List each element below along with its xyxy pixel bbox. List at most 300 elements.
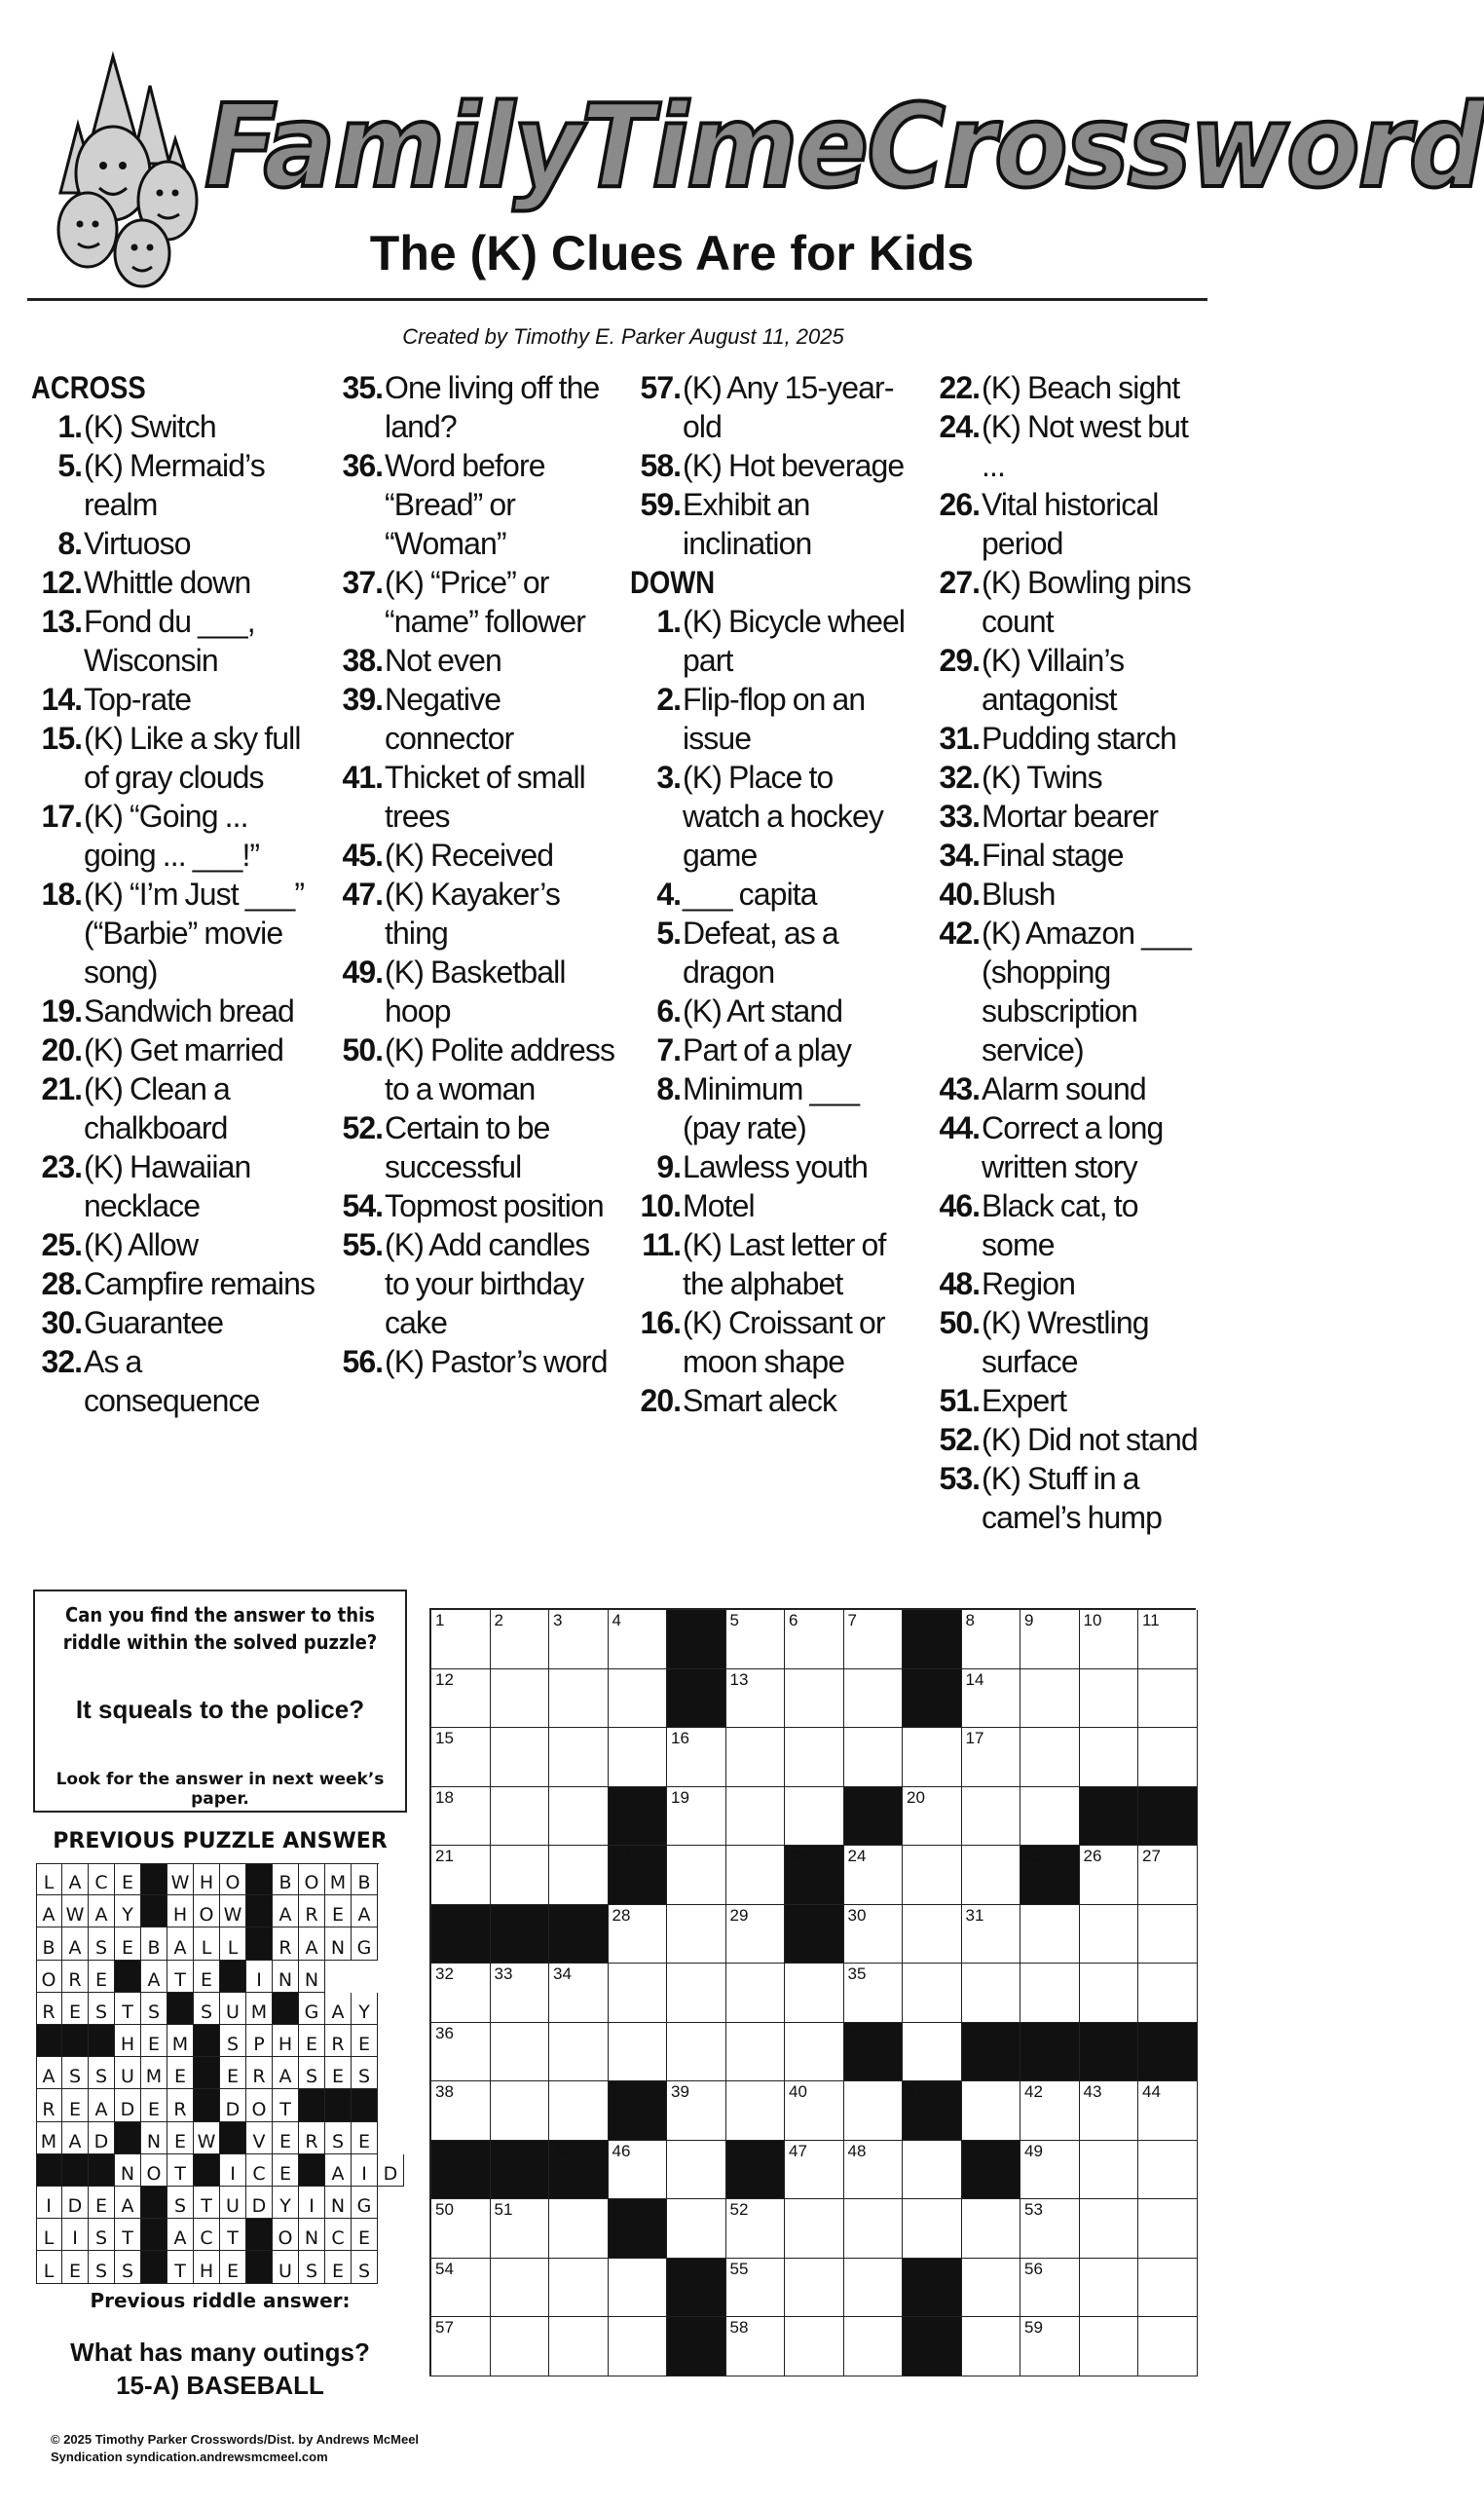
answer-letter: S xyxy=(173,2195,187,2218)
grid-cell[interactable] xyxy=(1080,2081,1139,2141)
grid-cell[interactable] xyxy=(667,1846,726,1905)
across-clue xyxy=(630,446,914,485)
clue-text: Exhibit an inclination xyxy=(683,487,812,561)
grid-cell[interactable] xyxy=(785,2259,844,2318)
grid-cell[interactable] xyxy=(667,1787,726,1847)
clue-number: 46. xyxy=(939,1188,980,1223)
grid-cell[interactable] xyxy=(431,1669,491,1729)
grid-cell[interactable] xyxy=(609,2259,668,2318)
answer-letter: R xyxy=(278,1936,292,1959)
across-clue xyxy=(332,1108,616,1186)
answer-letter: A xyxy=(278,2066,292,2088)
grid-cell[interactable] xyxy=(1080,1846,1139,1905)
grid-cell[interactable] xyxy=(903,2023,962,2082)
down-clue xyxy=(630,875,914,914)
cell-number: 45 xyxy=(553,2141,572,2160)
answer-letter: M xyxy=(250,2001,268,2023)
grid-cell[interactable] xyxy=(1020,1905,1080,1964)
down-clue xyxy=(929,1186,1213,1264)
across-clue xyxy=(332,680,616,758)
grid-cell[interactable] xyxy=(491,1669,550,1729)
grid-cell[interactable] xyxy=(962,1787,1021,1847)
grid-cell[interactable] xyxy=(785,1669,844,1729)
grid-cell[interactable] xyxy=(726,2081,786,2141)
cell-number: 50 xyxy=(435,2200,454,2219)
across-clue xyxy=(31,719,315,797)
grid-cell[interactable] xyxy=(785,2023,844,2082)
clue-number: 24. xyxy=(939,409,980,444)
grid-cell[interactable] xyxy=(491,2081,550,2141)
grid-cell[interactable] xyxy=(609,2141,668,2200)
cell-number: 9 xyxy=(1024,1611,1034,1629)
black-square xyxy=(726,2141,786,2200)
across-clue xyxy=(332,368,616,446)
grid-cell[interactable] xyxy=(549,2259,609,2318)
clue-number: 13. xyxy=(41,604,82,639)
grid-cell[interactable] xyxy=(549,1610,609,1669)
grid-cell[interactable] xyxy=(726,2317,786,2376)
clue-number: 32. xyxy=(41,1344,82,1379)
grid-cell[interactable] xyxy=(785,2081,844,2141)
grid-cell[interactable] xyxy=(667,2081,726,2141)
grid-cell[interactable] xyxy=(549,1728,609,1787)
clue-number: 22. xyxy=(939,370,980,405)
cell-number: 37 xyxy=(847,2023,867,2042)
grid-cell[interactable] xyxy=(726,1846,786,1905)
grid-cell[interactable] xyxy=(726,1669,786,1729)
grid-cell[interactable] xyxy=(1020,2259,1080,2318)
clue-text: Negative connector xyxy=(385,682,514,756)
grid-cell[interactable] xyxy=(726,1964,786,2023)
answer-letter: U xyxy=(226,2001,240,2023)
grid-cell[interactable] xyxy=(903,1846,962,1905)
answer-letter: N xyxy=(304,2227,319,2250)
clue-number: 1. xyxy=(57,409,82,444)
cell-number: 19 xyxy=(671,1787,689,1807)
grid-cell[interactable] xyxy=(1138,2317,1198,2376)
clue-text: (K) Mermaid’s realm xyxy=(84,448,265,522)
grid-cell[interactable] xyxy=(491,2317,550,2376)
grid-cell[interactable] xyxy=(844,1728,904,1787)
grid-cell[interactable] xyxy=(785,1787,844,1847)
grid-cell[interactable] xyxy=(962,1846,1021,1905)
grid-cell[interactable] xyxy=(1020,1728,1080,1787)
clue-text: Part of a play xyxy=(683,1032,851,1067)
down-clue xyxy=(630,992,914,1030)
answer-letter: R xyxy=(42,2098,56,2120)
cell-number: 23 xyxy=(789,1847,807,1865)
clue-text: Blush xyxy=(982,877,1056,912)
answer-letter: C xyxy=(94,1872,108,1894)
grid-cell[interactable] xyxy=(726,2259,786,2318)
grid-cell[interactable] xyxy=(726,2199,786,2259)
clue-text: Mortar bearer xyxy=(982,799,1159,834)
grid-cell[interactable] xyxy=(1138,2081,1198,2141)
grid-cell[interactable] xyxy=(431,1728,491,1787)
grid-cell[interactable] xyxy=(667,2141,726,2200)
answer-letter: D xyxy=(67,2195,83,2218)
grid-cell[interactable] xyxy=(1080,1905,1139,1964)
grid-cell[interactable] xyxy=(962,2317,1021,2376)
black-square xyxy=(962,2141,1021,2200)
grid-cell[interactable] xyxy=(491,2259,550,2318)
grid-cell[interactable] xyxy=(903,1905,962,1964)
cell-number: 41 xyxy=(907,2082,925,2101)
clue-text: (K) Bicycle wheel part xyxy=(683,604,906,678)
grid-cell[interactable] xyxy=(1138,1728,1198,1787)
grid-cell[interactable] xyxy=(1080,1964,1139,2023)
grid-cell[interactable] xyxy=(1080,2141,1139,2200)
grid-cell[interactable] xyxy=(431,1846,491,1905)
grid-cell[interactable] xyxy=(1138,1846,1198,1905)
answer-letter: Y xyxy=(279,2195,291,2218)
grid-cell[interactable] xyxy=(1080,1669,1139,1729)
grid-cell[interactable] xyxy=(844,1669,904,1729)
grid-cell[interactable] xyxy=(609,1610,668,1669)
clue-number: 42. xyxy=(939,916,980,951)
answer-letter: L xyxy=(201,1936,212,1959)
answer-letter: E xyxy=(68,2260,81,2282)
clue-text: (K) Last letter of the alphabet xyxy=(683,1227,886,1301)
down-clue xyxy=(929,1264,1213,1303)
answer-letter: A xyxy=(68,2130,82,2152)
grid-cell[interactable] xyxy=(491,2199,550,2259)
grid-cell[interactable] xyxy=(491,2023,550,2082)
answer-letter: W xyxy=(197,2130,216,2152)
answer-letter: P xyxy=(253,2034,265,2056)
grid-cell[interactable] xyxy=(549,2199,609,2259)
grid-cell[interactable] xyxy=(491,1787,550,1847)
clue-text: Guarantee xyxy=(84,1305,224,1340)
clue-number: 14. xyxy=(41,682,82,717)
down-clue xyxy=(929,1459,1213,1537)
grid-cell[interactable] xyxy=(1138,2141,1198,2200)
clue-column-4 xyxy=(929,368,1213,1537)
clue-text: Whittle down xyxy=(84,565,251,600)
cell-number: 36 xyxy=(435,2023,454,2042)
clue-text: Black cat, to some xyxy=(982,1188,1138,1262)
copyright-notice: © 2025 Timothy Parker Crosswords/Dist. by Andrews McMeel Syndication syndication.andrewsmcmeel.com xyxy=(51,2432,420,2464)
grid-cell[interactable] xyxy=(1080,2259,1139,2318)
cell-number: 47 xyxy=(789,2141,807,2160)
grid-cell[interactable] xyxy=(549,1964,609,2023)
clue-number: 6. xyxy=(656,993,681,1029)
clue-text: Pudding starch xyxy=(982,721,1176,756)
clue-number: 20. xyxy=(41,1032,82,1067)
clue-number: 43. xyxy=(939,1071,980,1106)
grid-cell[interactable] xyxy=(609,2317,668,2376)
grid-cell[interactable] xyxy=(785,2199,844,2259)
clue-number: 38. xyxy=(342,643,383,678)
answer-letter: M xyxy=(329,1872,347,1894)
grid-cell[interactable] xyxy=(431,2081,491,2141)
grid-cell[interactable] xyxy=(844,1905,904,1964)
clue-number: 34. xyxy=(939,838,980,873)
grid-cell[interactable] xyxy=(667,1964,726,2023)
cell-number: 48 xyxy=(847,2141,867,2160)
grid-cell[interactable] xyxy=(1020,2317,1080,2376)
clue-text: (K) Not west but ... xyxy=(982,409,1189,483)
answer-letter: G xyxy=(304,2001,319,2023)
clue-text: Vital historical period xyxy=(982,487,1159,561)
grid-cell[interactable] xyxy=(726,1610,786,1669)
grid-cell[interactable] xyxy=(667,1905,726,1964)
grid-cell[interactable] xyxy=(1080,1610,1139,1669)
grid-cell[interactable] xyxy=(844,2317,904,2376)
grid-cell[interactable] xyxy=(726,1728,786,1787)
answer-letter: B xyxy=(278,1872,292,1894)
answer-letter: L xyxy=(43,2260,55,2282)
cell-number: 24 xyxy=(847,1847,867,1865)
clue-number: 8. xyxy=(57,526,82,561)
grid-cell[interactable] xyxy=(962,1964,1021,2023)
grid-cell[interactable] xyxy=(549,2317,609,2376)
grid-cell[interactable] xyxy=(491,1610,550,1669)
clue-number: 44. xyxy=(939,1110,980,1145)
answer-letter: S xyxy=(94,2260,108,2282)
across-clue xyxy=(332,836,616,875)
black-square xyxy=(1138,2023,1198,2082)
grid-cell[interactable] xyxy=(962,2081,1021,2141)
grid-cell[interactable] xyxy=(844,1610,904,1669)
black-square xyxy=(549,2141,609,2200)
grid-cell[interactable] xyxy=(785,2141,844,2200)
grid-cell[interactable] xyxy=(431,2317,491,2376)
grid-cell[interactable] xyxy=(549,1787,609,1847)
clue-text: Alarm sound xyxy=(982,1071,1146,1106)
clue-number: 32. xyxy=(939,760,980,795)
grid-cell[interactable] xyxy=(549,2023,609,2082)
grid-cell[interactable] xyxy=(431,2259,491,2318)
cell-number: 21 xyxy=(435,1847,454,1865)
grid-cell[interactable] xyxy=(549,1846,609,1905)
clue-number: 48. xyxy=(939,1266,980,1301)
across-clue xyxy=(630,368,914,446)
grid-cell[interactable] xyxy=(549,2081,609,2141)
grid-cell[interactable] xyxy=(491,1846,550,1905)
grid-cell[interactable] xyxy=(726,2023,786,2082)
grid-cell[interactable] xyxy=(1080,2199,1139,2259)
clue-text: (K) Get married xyxy=(84,1032,283,1067)
grid-cell[interactable] xyxy=(431,2023,491,2082)
answer-letter: A xyxy=(68,1872,82,1894)
grid-cell[interactable] xyxy=(1080,1728,1139,1787)
across-clue xyxy=(31,563,315,602)
clue-number: 4. xyxy=(656,877,681,912)
clue-number: 45. xyxy=(342,838,383,873)
down-clue xyxy=(929,1069,1213,1108)
clue-number: 20. xyxy=(640,1383,681,1418)
grid-cell[interactable] xyxy=(903,1728,962,1787)
down-clue xyxy=(630,1381,914,1420)
black-square xyxy=(844,1787,904,1847)
grid-cell[interactable] xyxy=(726,1787,786,1847)
answer-letter: E xyxy=(357,2227,370,2250)
across-clue xyxy=(31,1264,315,1303)
cell-number: 56 xyxy=(1024,2259,1043,2278)
answer-letter: S xyxy=(357,2260,371,2282)
grid-cell[interactable] xyxy=(962,2199,1021,2259)
answer-letter: R xyxy=(42,2001,56,2023)
grid-cell[interactable] xyxy=(903,2141,962,2200)
grid-cell[interactable] xyxy=(1020,2081,1080,2141)
answer-letter: O xyxy=(41,1968,56,1991)
answer-letter: H xyxy=(120,2034,135,2056)
grid-cell[interactable] xyxy=(844,2259,904,2318)
grid-cell[interactable] xyxy=(431,1964,491,2023)
grid-cell[interactable] xyxy=(667,2199,726,2259)
grid-cell[interactable] xyxy=(844,2081,904,2141)
answer-letter: W xyxy=(65,1904,85,1927)
grid-cell[interactable] xyxy=(844,1846,904,1905)
clue-number: 17. xyxy=(41,799,82,834)
grid-cell[interactable] xyxy=(785,2317,844,2376)
cell-number: 59 xyxy=(1024,2318,1043,2337)
answer-letter: B xyxy=(42,1936,56,1959)
grid-cell[interactable] xyxy=(1080,2317,1139,2376)
answer-letter: S xyxy=(147,2001,161,2023)
grid-cell[interactable] xyxy=(431,2199,491,2259)
grid-cell[interactable] xyxy=(844,2199,904,2259)
grid-cell[interactable] xyxy=(1020,1787,1080,1847)
clue-text: (K) “Going ... going ... ___!” xyxy=(84,799,260,873)
grid-cell[interactable] xyxy=(609,1728,668,1787)
grid-cell[interactable] xyxy=(785,1964,844,2023)
grid-cell[interactable] xyxy=(1138,1905,1198,1964)
clue-text: Not even xyxy=(385,643,501,678)
grid-cell[interactable] xyxy=(785,1610,844,1669)
clue-number: 58. xyxy=(640,448,681,483)
grid-cell[interactable] xyxy=(903,1964,962,2023)
down-clue xyxy=(929,1420,1213,1459)
grid-cell[interactable] xyxy=(1020,1610,1080,1669)
down-clue xyxy=(630,1069,914,1147)
grid-cell[interactable] xyxy=(785,1728,844,1787)
grid-cell[interactable] xyxy=(1020,1964,1080,2023)
black-square xyxy=(609,1846,668,1905)
cell-number: 28 xyxy=(612,1905,631,1925)
grid-cell[interactable] xyxy=(1020,2199,1080,2259)
grid-cell[interactable] xyxy=(609,2023,668,2082)
cell-number: 2 xyxy=(494,1611,503,1629)
answer-letter: E xyxy=(357,2130,370,2152)
clue-number: 59. xyxy=(640,487,681,522)
grid-cell[interactable] xyxy=(491,1728,550,1787)
clue-text: Certain to be successful xyxy=(385,1110,550,1184)
across-clue xyxy=(31,992,315,1030)
down-clue xyxy=(929,1303,1213,1381)
grid-cell[interactable] xyxy=(1138,2199,1198,2259)
riddle-note: Look for the answer in next week’s paper. xyxy=(56,1770,385,1809)
cell-number: 17 xyxy=(965,1729,984,1747)
grid-cell[interactable] xyxy=(726,1905,786,1964)
answer-letter: L xyxy=(43,2227,55,2250)
answer-letter: V xyxy=(252,2130,266,2152)
clue-number: 28. xyxy=(41,1266,82,1301)
grid-cell[interactable] xyxy=(609,1669,668,1729)
grid-cell[interactable] xyxy=(962,1728,1021,1787)
clue-text: (K) Add candles to your birthday cake xyxy=(385,1227,590,1340)
grid-cell[interactable] xyxy=(962,2259,1021,2318)
down-clue xyxy=(929,407,1213,485)
grid-cell[interactable] xyxy=(549,1669,609,1729)
cell-number: 8 xyxy=(965,1611,975,1629)
grid-cell[interactable] xyxy=(431,1610,491,1669)
grid-cell[interactable] xyxy=(1138,1964,1198,2023)
down-clue xyxy=(929,836,1213,875)
clue-text: (K) Hot beverage xyxy=(683,448,905,483)
cell-number: 58 xyxy=(729,2318,749,2337)
answer-letter: A xyxy=(331,2001,345,2023)
clue-number: 26. xyxy=(939,487,980,522)
grid-cell[interactable] xyxy=(491,1964,550,2023)
answer-letter: S xyxy=(68,2066,82,2088)
clue-number: 41. xyxy=(342,760,383,795)
answer-letter: M xyxy=(40,2130,57,2152)
grid-cell[interactable] xyxy=(1020,2141,1080,2200)
black-square xyxy=(785,1846,844,1905)
grid-cell[interactable] xyxy=(609,1964,668,2023)
clue-text: (K) Allow xyxy=(84,1227,199,1262)
answer-letter: H xyxy=(172,1904,188,1927)
grid-cell[interactable] xyxy=(903,1787,962,1847)
byline: Created by Timothy E. Parker August 11, 2025 xyxy=(402,324,844,349)
clue-number: 23. xyxy=(41,1149,82,1184)
grid-cell[interactable] xyxy=(844,2141,904,2200)
cell-number: 4 xyxy=(612,1611,621,1629)
clue-text: Lawless youth xyxy=(683,1149,869,1184)
cell-number: 44 xyxy=(1142,2082,1161,2101)
clue-text: Smart aleck xyxy=(683,1383,837,1418)
clue-text: (K) Villain’s antagonist xyxy=(982,643,1125,717)
answer-letter: T xyxy=(122,2001,133,2023)
cell-number: 14 xyxy=(965,1669,984,1689)
grid-cell[interactable] xyxy=(609,1905,668,1964)
down-clue xyxy=(630,1225,914,1303)
riddle-prompt: Can you find the answer to this riddle within the solved puzzle? xyxy=(62,1603,378,1654)
grid-cell[interactable] xyxy=(962,1669,1021,1729)
grid-cell[interactable] xyxy=(1020,1669,1080,1729)
cell-number: 40 xyxy=(789,2082,807,2101)
clue-number: 57. xyxy=(640,370,681,405)
grid-cell[interactable] xyxy=(903,2199,962,2259)
down-clue xyxy=(929,641,1213,719)
grid-cell[interactable] xyxy=(431,1787,491,1847)
across-clue xyxy=(31,1225,315,1264)
black-square xyxy=(903,1669,962,1729)
pencil-family-illustration xyxy=(53,47,223,295)
grid-cell[interactable] xyxy=(667,2023,726,2082)
answer-letter: S xyxy=(94,2227,108,2250)
answer-letter: M xyxy=(145,2066,163,2088)
grid-cell[interactable] xyxy=(1138,2259,1198,2318)
answer-letter: D xyxy=(120,2098,135,2120)
grid-cell[interactable] xyxy=(962,1905,1021,1964)
clue-text: (K) Any 15-year-old xyxy=(683,370,894,444)
answer-letter: E xyxy=(226,2260,239,2282)
answer-letter: O xyxy=(304,1872,319,1894)
grid-cell[interactable] xyxy=(844,1964,904,2023)
clue-column-3 xyxy=(630,368,914,1420)
answer-letter: R xyxy=(252,2066,266,2088)
grid-cell[interactable] xyxy=(1138,1669,1198,1729)
grid-cell[interactable] xyxy=(667,1728,726,1787)
answer-letter: N xyxy=(304,1968,319,1991)
grid-cell[interactable] xyxy=(1138,1610,1198,1669)
grid-cell[interactable] xyxy=(962,1610,1021,1669)
clue-text: Minimum ___ (pay rate) xyxy=(683,1071,860,1145)
answer-letter: U xyxy=(121,2066,134,2088)
